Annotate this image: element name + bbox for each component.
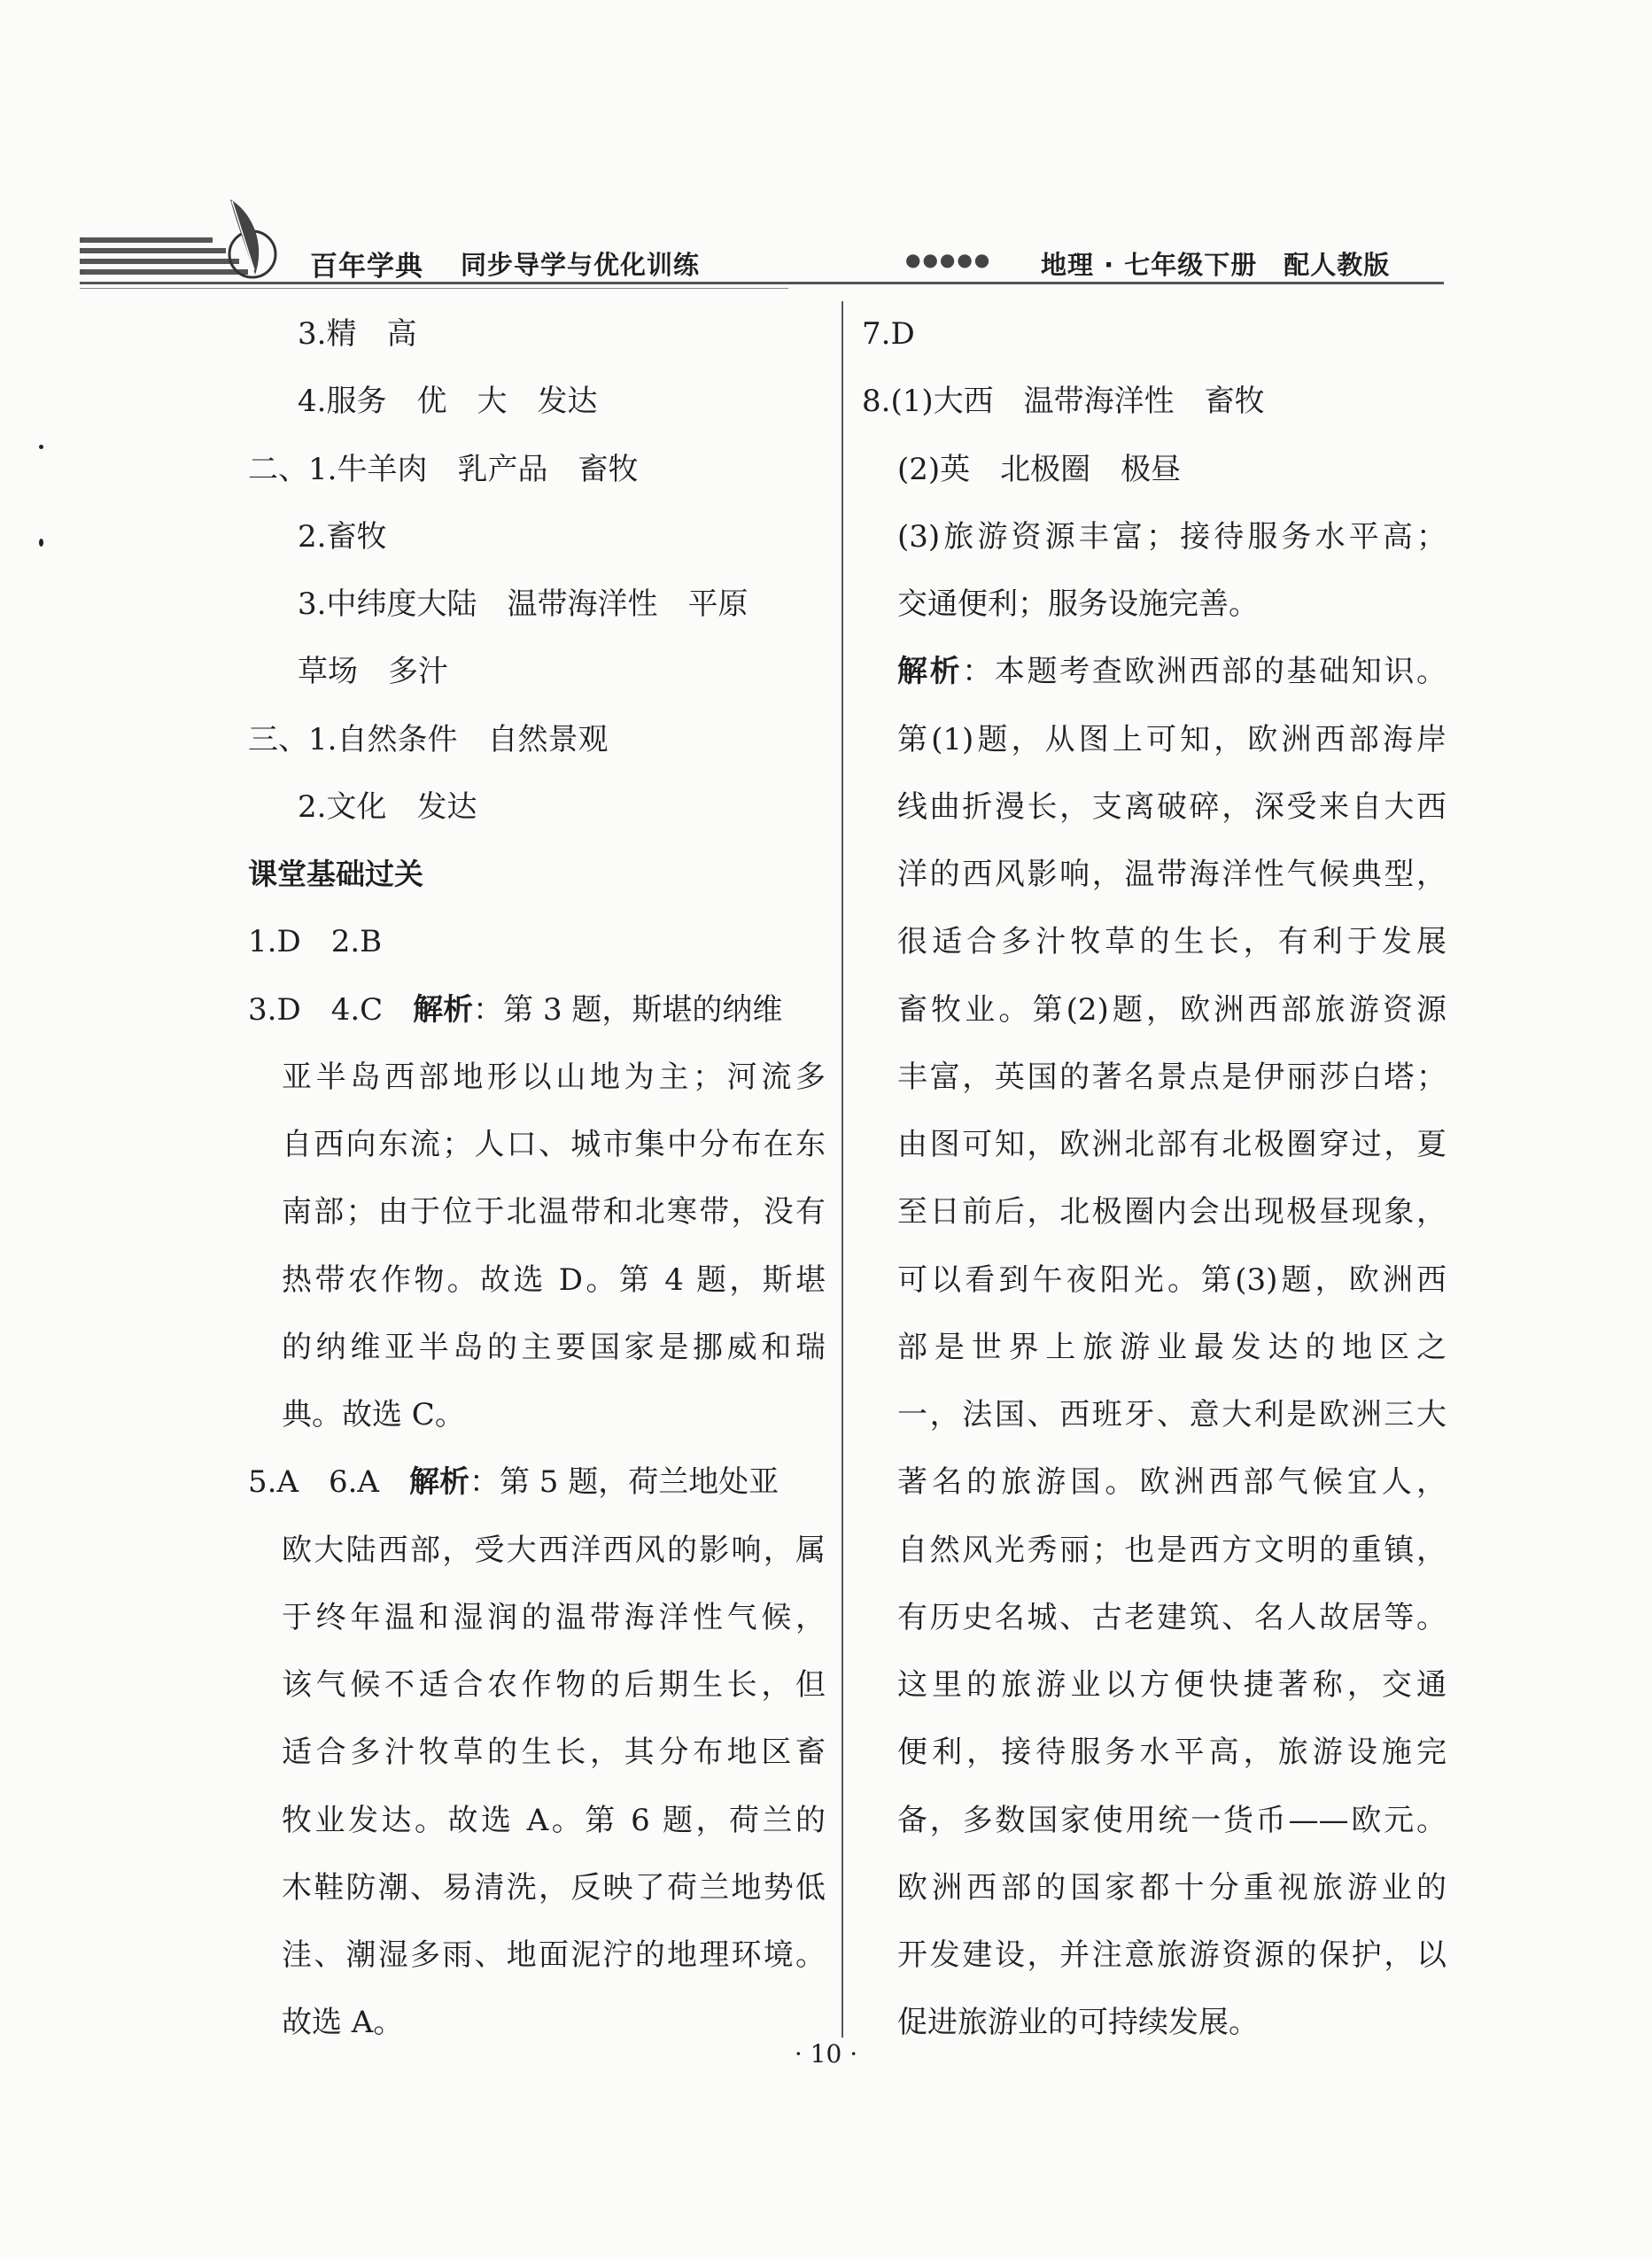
answer-line: 4.服务 优 大 发达 xyxy=(298,384,598,419)
header-series-title: 同步导学与优化训练 xyxy=(461,250,701,280)
explanation-line: 木鞋防潮、易清洗，反映了荷兰地势低 xyxy=(282,1870,826,1906)
answer-line: 2.文化 发达 xyxy=(298,789,477,825)
explanation-line: 解析：本题考查欧洲西部的基础知识。 xyxy=(897,654,1446,689)
header-dots: ●●●●● xyxy=(905,249,992,270)
answer-line: 交通便利；服务设施完善。 xyxy=(897,586,1259,622)
answer-line: 8.(1)大西 温带海洋性 畜牧 xyxy=(862,384,1265,419)
column-divider xyxy=(842,301,843,2038)
explanation-line: 欧洲西部的国家都十分重视旅游业的 xyxy=(897,1870,1446,1906)
explanation-line: 线曲折漫长，支离破碎，深受来自大西 xyxy=(897,789,1446,825)
scan-mark xyxy=(39,539,43,547)
explanation-line: 至日前后，北极圈内会出现极昼现象， xyxy=(897,1194,1446,1230)
analysis-label: 解析 xyxy=(409,1464,469,1500)
explanation-line: 自然风光秀丽；也是西方文明的重镇， xyxy=(897,1533,1446,1568)
answer-line: 3.中纬度大陆 温带海洋性 平原 xyxy=(298,586,748,622)
explanation-line: 有历史名城、古老建筑、名人故居等。 xyxy=(897,1600,1446,1635)
header-rule-thin xyxy=(80,288,788,289)
answer-line: 3.D 4.C 解析：第 3 题，斯堪的纳维 xyxy=(248,992,783,1028)
answer-line: 草场 多汁 xyxy=(298,654,448,689)
explanation-line: 牧业发达。故选 A。第 6 题，荷兰的 xyxy=(282,1803,826,1838)
explanation-line: 备，多数国家使用统一货币——欧元。 xyxy=(897,1803,1446,1838)
explanation-line: 洼、潮湿多雨、地面泥泞的地理环境。 xyxy=(282,1937,826,1973)
explanation-line: 于终年温和湿润的温带海洋性气候， xyxy=(282,1600,826,1635)
explanation-line: 由图可知，欧洲北部有北极圈穿过，夏 xyxy=(897,1127,1446,1162)
explanation-line: 一，法国、西班牙、意大利是欧洲三大 xyxy=(897,1397,1446,1432)
answer-line: 3.精 高 xyxy=(298,316,417,352)
header-brand: 百年学典 xyxy=(310,251,423,283)
answer-line: 二、1.牛羊肉 乳产品 畜牧 xyxy=(248,452,639,487)
explanation-line: 适合多汁牧草的生长，其分布地区畜 xyxy=(282,1735,826,1770)
analysis-label: 解析 xyxy=(897,654,963,689)
scan-mark xyxy=(39,445,43,449)
explanation-line: 可以看到午夜阳光。第(3)题，欧洲西 xyxy=(897,1262,1446,1298)
answer-line: (2)英 北极圈 极昼 xyxy=(897,452,1182,487)
answer-line: 1.D 2.B xyxy=(248,924,383,959)
explanation-line: 亚半岛西部地形以山地为主；河流多 xyxy=(282,1060,826,1095)
answer-line: 7.D xyxy=(862,316,915,352)
explanation-line: 故选 A。 xyxy=(282,2005,404,2040)
explanation-line: 很适合多汁牧草的生长，有利于发展 xyxy=(897,924,1446,959)
explanation-line: 丰富，英国的著名景点是伊丽莎白塔； xyxy=(897,1060,1446,1095)
explanation-line: 开发建设，并注意旅游资源的保护，以 xyxy=(897,1937,1446,1973)
explanation-line: 的纳维亚半岛的主要国家是挪威和瑞 xyxy=(282,1330,826,1365)
explanation-line: 促进旅游业的可持续发展。 xyxy=(897,2005,1259,2040)
explanation-line: 第(1)题，从图上可知，欧洲西部海岸 xyxy=(897,722,1446,757)
explanation-line: 热带农作物。故选 D。第 4 题，斯堪 xyxy=(282,1262,826,1298)
header-rule xyxy=(80,282,1444,284)
answer-line: 2.畜牧 xyxy=(298,519,387,555)
page-number: · 10 · xyxy=(794,2039,858,2069)
explanation-line: 该气候不适合农作物的后期生长，但 xyxy=(282,1667,826,1703)
explanation-line: 著名的旅游国。欧洲西部气候宜人， xyxy=(897,1464,1446,1500)
explanation-line: 欧大陆西部，受大西洋西风的影响，属 xyxy=(282,1533,826,1568)
explanation-line: 洋的西风影响，温带海洋性气候典型， xyxy=(897,857,1446,892)
explanation-line: 部是世界上旅游业最发达的地区之 xyxy=(897,1330,1446,1365)
answer-line: 三、1.自然条件 自然景观 xyxy=(248,722,609,757)
header-subject-edition: 地理 · 七年级下册 配人教版 xyxy=(1041,250,1391,280)
answer-line: (3)旅游资源丰富；接待服务水平高； xyxy=(897,519,1446,555)
explanation-line: 便利，接待服务水平高，旅游设施完 xyxy=(897,1735,1446,1770)
answer-line: 5.A 6.A 解析：第 5 题，荷兰地处亚 xyxy=(248,1464,779,1500)
explanation-line: 自西向东流；人口、城市集中分布在东 xyxy=(282,1127,826,1162)
explanation-line: 南部；由于位于北温带和北寒带，没有 xyxy=(282,1194,826,1230)
explanation-line: 畜牧业。第(2)题，欧洲西部旅游资源 xyxy=(897,992,1446,1028)
quill-logo-icon xyxy=(213,182,301,288)
section-title: 课堂基础过关 xyxy=(248,857,423,891)
explanation-line: 典。故选 C。 xyxy=(282,1397,465,1432)
explanation-line: 这里的旅游业以方便快捷著称，交通 xyxy=(897,1667,1446,1703)
analysis-label: 解析 xyxy=(413,992,474,1028)
